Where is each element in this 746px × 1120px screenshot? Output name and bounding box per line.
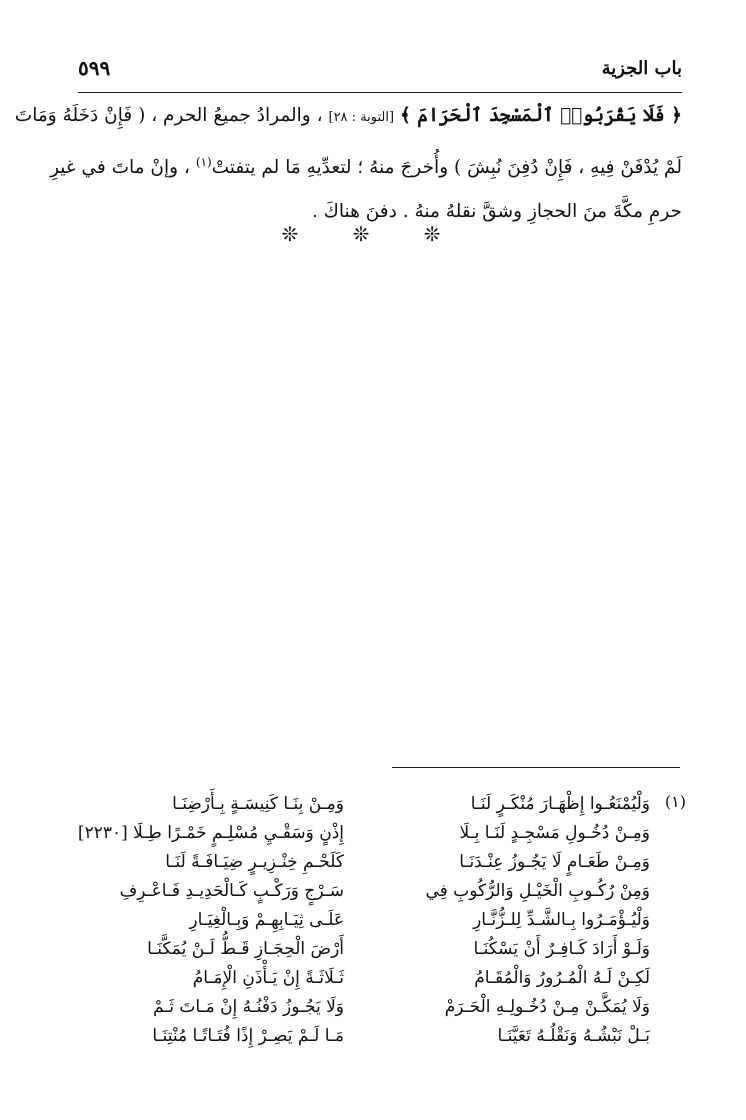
verse-line: وَمِـنْ دُخُـولِ مَسْجِـدٍ لَنَـا بِـلَا	[459, 823, 650, 843]
verse-line: لَكِـنْ لَـهُ الْمُـرُورُ وَالْمُقَـامُ	[474, 968, 650, 988]
verse-line: مَـا لَـمْ يَصِـرْ إِذًا فُتَـاتًـا مُنْتِنَـا	[152, 1026, 344, 1046]
verse-line: سَـرْجٍ وَرَكْـبٍ كَـالْحَدِيـدِ فَـاعْـرِفِ	[119, 881, 344, 901]
section-separator: ❊ ❊ ❊	[281, 222, 465, 246]
footnote-marker[interactable]: (١)	[195, 155, 212, 169]
verse-line: كَلَحْـمِ خِنْـزِيـرٍ ضِيَـافَـةً لَنَـا	[165, 852, 344, 872]
verse-line: أَرْضَ الْحِجَـازِ قَـطُّ لَـنْ يُمَكَّنَـا	[147, 939, 344, 959]
verse-reference: [التوبة : ٢٨]	[328, 110, 395, 125]
text-line-1	[14, 94, 682, 140]
verse-line: وَلْيُـؤْمَـرُوا بِـالشَّـدِّ لِلـزُّنَّـارِ	[473, 910, 650, 930]
verse-line: وَلَـوْ أَرَادَ كَـافِـرٌ أَنْ يَسْكُنَـا	[473, 939, 650, 959]
footnote-divider	[392, 767, 680, 768]
verse-line: بَـلْ نَبْشُـهُ وَنَقْلُـهُ تَعَيَّنَـا	[497, 1026, 650, 1046]
text-line-2-main: لَمْ يُدْفَنْ فِيهِ ، فَإِنْ دُفِنَ نُبِشَ ) وأُخرجَ منهُ ؛ لتعدِّيهِ مَا لم يتفتتْ	[211, 157, 682, 179]
verse-line: إِذْنٍ وَسَقْـيِ مُسْلِـمٍ خَمْـرًا طِـلَا [٢٢٣٠]	[77, 823, 344, 843]
verse-line: ثَـلَاثَـةً إِنْ يَـأْذَنِ الْإِمَـامُ	[192, 968, 344, 988]
text-line-1-rest: ، والمرادُ جميعُ الحرم ، ( فَإِنْ دَخَلَهُ وَمَاتَ	[14, 105, 323, 126]
text-line-3: حرمِ مكَّةَ منَ الحجازِ وشقَّ نقلهُ منهُ . دفنَ هناكَ .	[311, 201, 682, 223]
chapter-title: باب الجزية	[601, 58, 682, 79]
text-line-2	[50, 140, 682, 190]
poem-right-column	[388, 790, 650, 1051]
main-text	[14, 94, 682, 234]
verse-line: وَمِـنْ بِنَـا كَنِيسَـةٍ بِـأَرْضِنَـا	[172, 794, 344, 814]
page-number: ٥٩٩	[78, 56, 111, 80]
verse-line: وَلْيُمْنَعُـوا إِظْهَـارَ مُنْكَـرٍ لَنَـا	[470, 794, 650, 814]
footnote-number: (١)	[664, 792, 686, 811]
verse-line: وَمِنْ رُكُـوبِ الْخَيْـلِ وَالرُّكُوبِ فِي	[425, 881, 650, 901]
quran-verse: ﴿ فَلَا يَقْرَبُوا۟ ٱلْمَسْجِدَ ٱلْحَرَامَ ﴾	[399, 105, 682, 126]
poem-left-column	[72, 790, 344, 1051]
verse-line: عَلَـى ثِيَـابِهِـمْ وَبِـالْغِيَـارِ	[189, 910, 344, 930]
verse-line: وَمِـنْ طَعَـامٍ لَا يَجُـوزُ عِنْـدَنَـا	[459, 852, 650, 872]
verse-line: وَلَا يَجُـوزُ دَفْنُـهُ إِنْ مَـاتَ ثَـمْ	[152, 997, 344, 1017]
text-line-2-rest: ، وإنْ ماتَ في غيرِ	[50, 157, 190, 179]
page-header	[78, 56, 682, 93]
verse-line: وَلَا يُمَكَّـنْ مِـنْ دُخُـولِـهِ الْحَـرَمْ	[444, 997, 650, 1017]
